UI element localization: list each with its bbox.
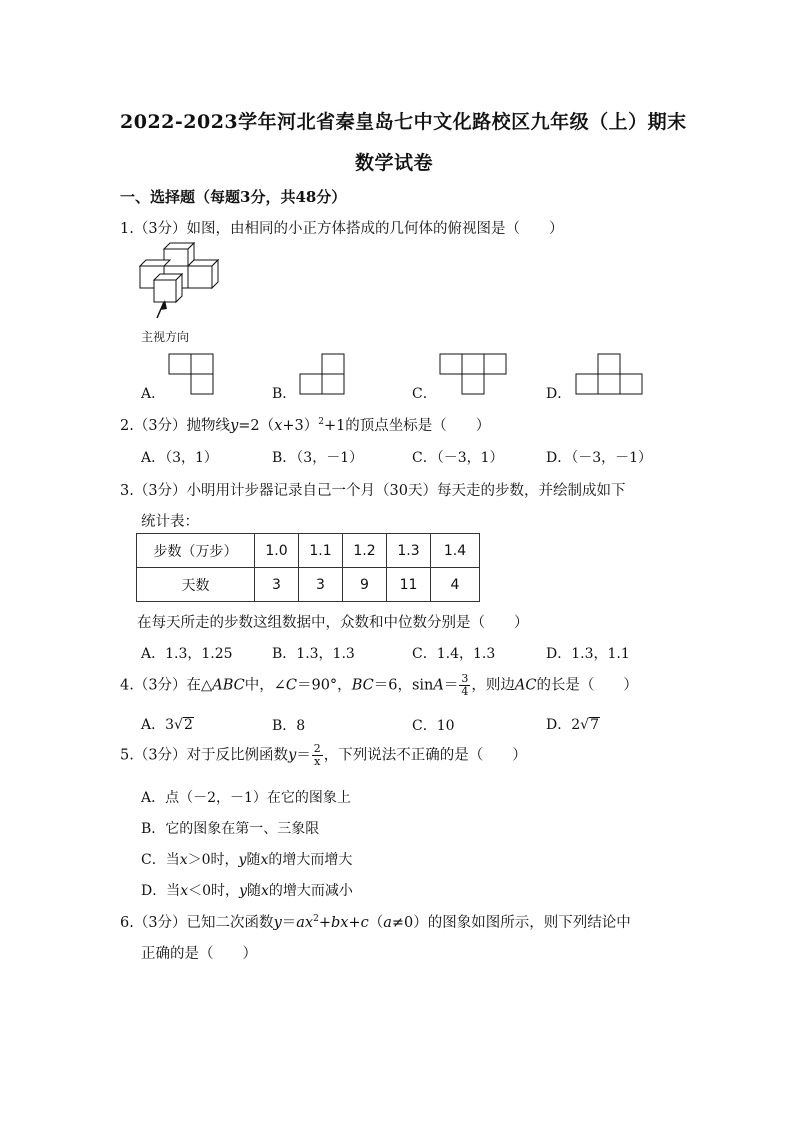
question-1-stem: 1.（3分）如图，由相同的小正方体搭成的几何体的俯视图是（ ） bbox=[120, 221, 564, 237]
question-3-stem-line-1: 3.（3分）小明用计步器记录自己一个月（30天）每天走的步数，并绘制成如下 bbox=[120, 483, 626, 499]
table-cell: 天数 bbox=[137, 568, 255, 602]
question-4-option-c[interactable]: C．10 bbox=[412, 718, 455, 734]
question-6-stem-line-2: 正确的是（ ） bbox=[141, 946, 257, 962]
question-3-stem-line-2: 统计表： bbox=[141, 514, 199, 530]
question-3-option-d[interactable]: D．1.3，1.1 bbox=[546, 646, 630, 662]
question-1-option-b-figure bbox=[298, 352, 348, 396]
steps-table bbox=[136, 533, 480, 602]
question-3-option-c[interactable]: C．1.4，1.3 bbox=[412, 646, 496, 662]
table-cell: 1.0 bbox=[255, 534, 299, 568]
question-2-option-c[interactable]: C．（－3，1） bbox=[412, 450, 504, 466]
table-cell: 9 bbox=[343, 568, 387, 602]
fraction: $\frac{2}{x}$ bbox=[313, 742, 321, 768]
table-cell: 11 bbox=[387, 568, 431, 602]
question-1-solid-figure bbox=[136, 240, 228, 320]
question-3-option-b[interactable]: B．1.3，1.3 bbox=[272, 646, 355, 662]
table-row bbox=[137, 568, 480, 602]
question-4-option-a[interactable]: A．3√2 bbox=[141, 717, 193, 733]
table-cell: 3 bbox=[299, 568, 343, 602]
question-2-option-a[interactable]: A．（3，1） bbox=[141, 450, 218, 466]
question-5-option-c[interactable]: C．当x＞0时，y随x的增大而增大 bbox=[141, 852, 353, 868]
title-line-1: 2022-2023学年河北省秦皇岛七中文化路校区九年级（上）期末 bbox=[120, 111, 687, 133]
table-cell: 1.4 bbox=[431, 534, 480, 568]
question-2-option-b[interactable]: B．（3，－1） bbox=[272, 450, 364, 466]
title-line-2: 数学试卷 bbox=[355, 152, 434, 174]
question-1-option-c-label[interactable]: C． bbox=[412, 386, 437, 402]
question-3-question: 在每天所走的步数这组数据中，众数和中位数分别是（ ） bbox=[137, 615, 529, 631]
section-heading: 一、选择题（每题3分，共48分） bbox=[120, 188, 347, 206]
question-1-option-a-figure bbox=[167, 352, 215, 396]
question-1-option-c-figure bbox=[438, 352, 510, 396]
table-cell: 4 bbox=[431, 568, 480, 602]
table-cell: 1.1 bbox=[299, 534, 343, 568]
question-5-option-b[interactable]: B．它的图象在第一、三象限 bbox=[141, 821, 320, 837]
question-5-stem: 5.（3分）对于反比例函数y＝ $\frac{2}{x}$ ，下列说法不正确的是（ ） bbox=[120, 742, 527, 768]
question-4-stem: 4.（3分）在△ABC中，∠C＝90°，BC＝6，sinA＝ $\frac{3}{4}$ ，则边AC的长是（ ） bbox=[120, 672, 638, 698]
question-5-option-d[interactable]: D．当x＜0时，y随x的增大而减小 bbox=[141, 883, 353, 899]
table-cell: 3 bbox=[255, 568, 299, 602]
question-2-stem: 2.（3分）抛物线$y=2(x+3)^2+1$的顶点坐标是（ ） bbox=[120, 417, 491, 434]
question-4-option-b[interactable]: B．8 bbox=[272, 718, 306, 734]
question-6-stem: 6.（3分）已知二次函数$y=ax^2+bx+c(a\ne 0)$的图象如图所示，则下列结论中 bbox=[120, 914, 631, 931]
sqrt-sign-icon: √ bbox=[580, 717, 590, 733]
question-1-option-d-label[interactable]: D． bbox=[546, 386, 572, 402]
table-cell: 步数（万步） bbox=[137, 534, 255, 568]
table-cell: 1.3 bbox=[387, 534, 431, 568]
question-1-view-caption: 主视方向 bbox=[141, 330, 190, 344]
question-3-option-a[interactable]: A．1.3，1.25 bbox=[141, 646, 233, 662]
question-1-option-a-label[interactable]: A． bbox=[141, 386, 166, 402]
table-row bbox=[137, 534, 480, 568]
question-2-option-d[interactable]: D．（－3，－1） bbox=[546, 450, 653, 466]
question-1-option-d-figure bbox=[574, 352, 646, 396]
table-cell: 1.2 bbox=[343, 534, 387, 568]
sqrt-sign-icon: √ bbox=[174, 717, 183, 733]
question-1-option-b-label[interactable]: B． bbox=[272, 386, 297, 402]
question-5-option-a[interactable]: A．点（－2，－1）在它的图象上 bbox=[141, 790, 351, 806]
fraction: $\frac{3}{4}$ bbox=[461, 672, 469, 698]
question-4-option-d[interactable]: D．2√7 bbox=[546, 717, 599, 733]
